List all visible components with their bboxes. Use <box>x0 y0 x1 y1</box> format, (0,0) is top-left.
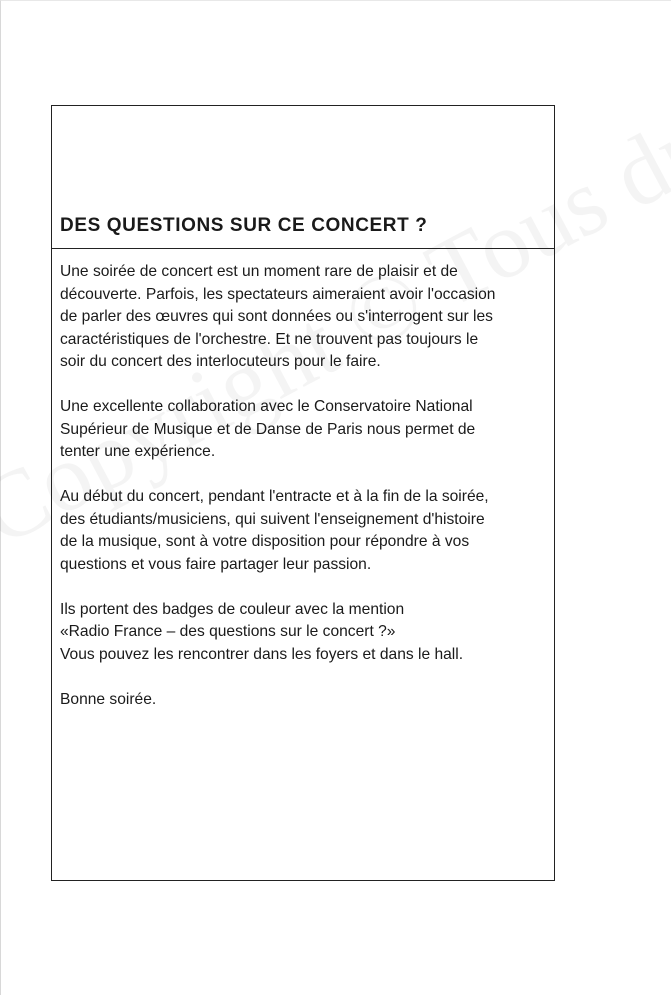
paragraph-closing <box>60 689 550 712</box>
text-line: Supérieur de Musique et de Danse de Paris nous permet de <box>60 420 476 438</box>
text-line: des étudiants/musiciens, qui suivent l'enseignement d'histoire <box>60 510 485 528</box>
page-title: DES QUESTIONS SUR CE CONCERT ? <box>60 215 428 236</box>
text-line: tenter une expérience. <box>60 443 216 460</box>
text-line: Ils portent des badges de couleur avec la mention <box>60 600 405 618</box>
body-text <box>60 261 550 734</box>
text-line: de parler des œuvres qui sont données ou s'interrogent sur les <box>60 308 493 325</box>
text-line: Au début du concert, pendant l'entracte et à la fin de la soirée, <box>60 488 489 505</box>
text-line: découverte. Parfois, les spectateurs aimeraient avoir l'occasion <box>60 285 496 303</box>
paragraph-students <box>60 486 550 576</box>
text-line: Une excellente collaboration avec le Conservatoire National <box>60 398 473 415</box>
info-frame <box>51 105 555 881</box>
text-line: «Radio France – des questions sur le concert ?» <box>60 623 396 640</box>
text-line: Vous pouvez les rencontrer dans les foyers et dans le hall. <box>60 645 464 663</box>
text-line: questions et vous faire partager leur passion. <box>60 555 372 573</box>
text-line: caractéristiques de l'orchestre. Et ne trouvent pas toujours le <box>60 330 479 348</box>
text-line: Une soirée de concert est un moment rare de plaisir et de <box>60 263 458 280</box>
paragraph-collaboration <box>60 396 550 464</box>
text-line: soir du concert des interlocuteurs pour le faire. <box>60 353 381 370</box>
paragraph-intro <box>60 261 550 374</box>
text-line: Bonne soirée. <box>60 690 157 708</box>
text-line: de la musique, sont à votre disposition pour répondre à vos <box>60 533 470 550</box>
paragraph-badges <box>60 599 550 667</box>
heading-block <box>52 106 554 249</box>
